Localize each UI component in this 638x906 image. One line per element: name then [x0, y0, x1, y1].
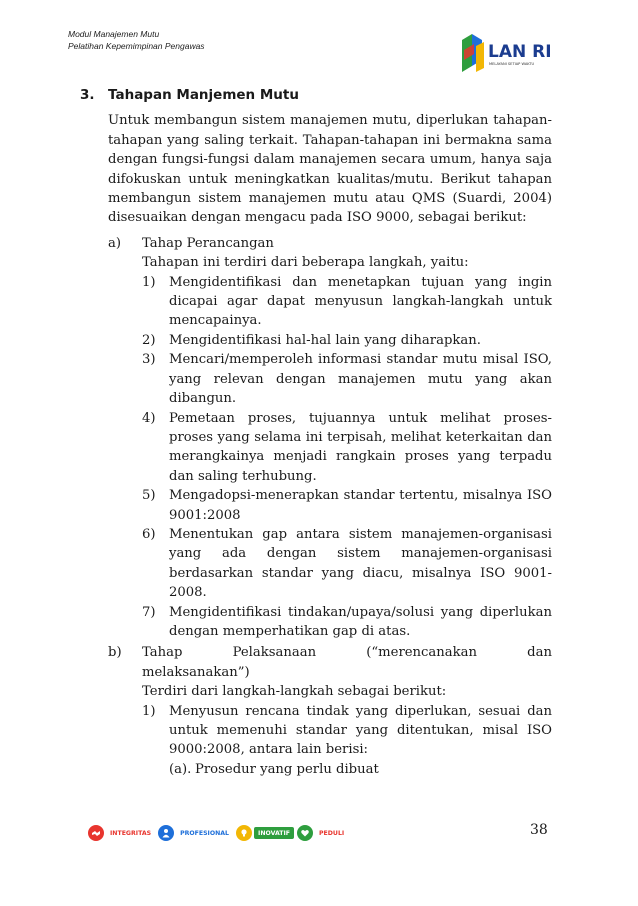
header-course-title: Pelatihan Kepemimpinan Pengawas: [68, 41, 205, 51]
badge-profesional: [158, 824, 233, 842]
core-values-badges: [88, 822, 344, 844]
stage-a-intro: Tahapan ini terdiri dari beberapa langkah, yaitu:: [142, 255, 469, 271]
stage-a: [108, 234, 552, 642]
list-item-number: 3): [142, 352, 156, 368]
list-item-text: Mengidentifikasi dan menetapkan tujuan yang ingin dicapai agar dapat menyusun langkah-langkah untuk mencapainya.: [169, 274, 552, 329]
list-item: [142, 525, 552, 603]
badge-integritas: [88, 824, 155, 842]
section-title: Tahapan Manjemen Mutu: [108, 87, 299, 103]
list-item-text: Mengadopsi-menerapkan standar tertentu, misalnya ISO 9001:2008: [169, 488, 552, 523]
list-item: [142, 331, 552, 350]
stage-a-title: Tahap Perancangan: [142, 235, 274, 251]
sub-list-item-number: (a).: [169, 761, 192, 777]
stage-b-title-word: (“merencanakan: [366, 645, 477, 661]
list-item-text: Pemetaan proses, tujuannya untuk melihat proses-proses yang selama ini terpisah, melihat keterkaitan dan merangkainya menjadi rangkain proses yang terpadu dan saling terhubung.: [169, 410, 552, 484]
page-number: 38: [530, 822, 548, 838]
section-heading: [80, 86, 552, 105]
stage-b-title: [142, 643, 552, 662]
stage-b-title-word: Tahap: [142, 645, 183, 661]
list-item-number: 6): [142, 526, 156, 542]
stage-b-title-word: Pelaksanaan: [232, 645, 317, 661]
stage-b-title-continued: melaksanakan”): [142, 664, 250, 680]
section-intro: Untuk membangun sistem manajemen mutu, diperlukan tahapan-tahapan yang saling terkait. Tahapan-tahapan ini bermakna sama dengan fungsi-fungsi dalam manajemen secara umum, hanya saja difokuskan untuk meningkatkan kualitas/mutu. Berikut tahapan membangun sistem manajemen mutu atau QMS (Suardi, 2004) disesuaikan dengan mengacu pada ISO 9000, sebagai berikut:: [108, 113, 552, 226]
stage-a-label: a): [108, 235, 122, 251]
logo-text: LAN RI: [488, 42, 552, 62]
lan-ri-logo: [458, 32, 568, 74]
list-item-number: 5): [142, 488, 156, 504]
badge-peduli: [297, 824, 348, 842]
badge-inovatif: [236, 824, 294, 842]
logo-subtext: MELAYANI SETIAP WAKTU: [489, 62, 535, 66]
stage-b-intro: Terdiri dari langkah-langkah sebagai berikut:: [142, 684, 447, 700]
list-item-number: 1): [142, 703, 156, 719]
stage-b-label: b): [108, 645, 122, 661]
list-item-number: 1): [142, 274, 156, 290]
list-item-text: Mengidentifikasi tindakan/upaya/solusi yang diperlukan dengan memperhatikan gap di atas.: [169, 604, 552, 639]
list-item: [142, 273, 552, 331]
running-header: [68, 28, 205, 52]
list-item: [142, 350, 552, 408]
heart-hands-icon: [297, 825, 313, 841]
badge-label: INOVATIF: [254, 827, 294, 839]
list-item: [142, 702, 552, 760]
list-item-text: Mengidentifikasi hal-hal lain yang diharapkan.: [169, 332, 481, 348]
list-item: [142, 409, 552, 487]
badge-label: INTEGRITAS: [110, 829, 152, 837]
lightbulb-icon: [236, 825, 252, 841]
section-number: 3.: [80, 87, 95, 103]
stage-b-title-word: dan: [527, 645, 552, 661]
page-content: [80, 86, 552, 779]
person-icon: [158, 825, 174, 841]
list-item-text: Menyusun rencana tindak yang diperlukan, sesuai dan untuk memenuhi standar yang ditentukan, misal ISO 9000:2008, antara lain berisi:: [169, 703, 552, 758]
header-module-title: Modul Manajemen Mutu: [68, 29, 160, 39]
sub-list-item-text: Prosedur yang perlu dibuat: [195, 761, 379, 777]
list-item-number: 7): [142, 604, 156, 620]
list-item-number: 4): [142, 410, 156, 426]
list-item-text: Menentukan gap antara sistem manajemen-organisasi yang ada dengan sistem manajemen-organisasi berdasarkan standar yang diacu, misalnya ISO 9001-2008.: [169, 526, 552, 601]
sub-list-item: [169, 760, 552, 779]
list-item-number: 2): [142, 332, 156, 348]
list-item: [142, 486, 552, 525]
stage-b: [108, 643, 552, 779]
list-item: [142, 603, 552, 642]
badge-label: PROFESIONAL: [180, 829, 230, 837]
handshake-icon: [88, 825, 104, 841]
list-item-text: Mencari/memperoleh informasi standar mutu misal ISO, yang relevan dengan manajemen mutu yang akan dibangun.: [169, 352, 552, 407]
badge-label: PEDULI: [319, 829, 345, 837]
